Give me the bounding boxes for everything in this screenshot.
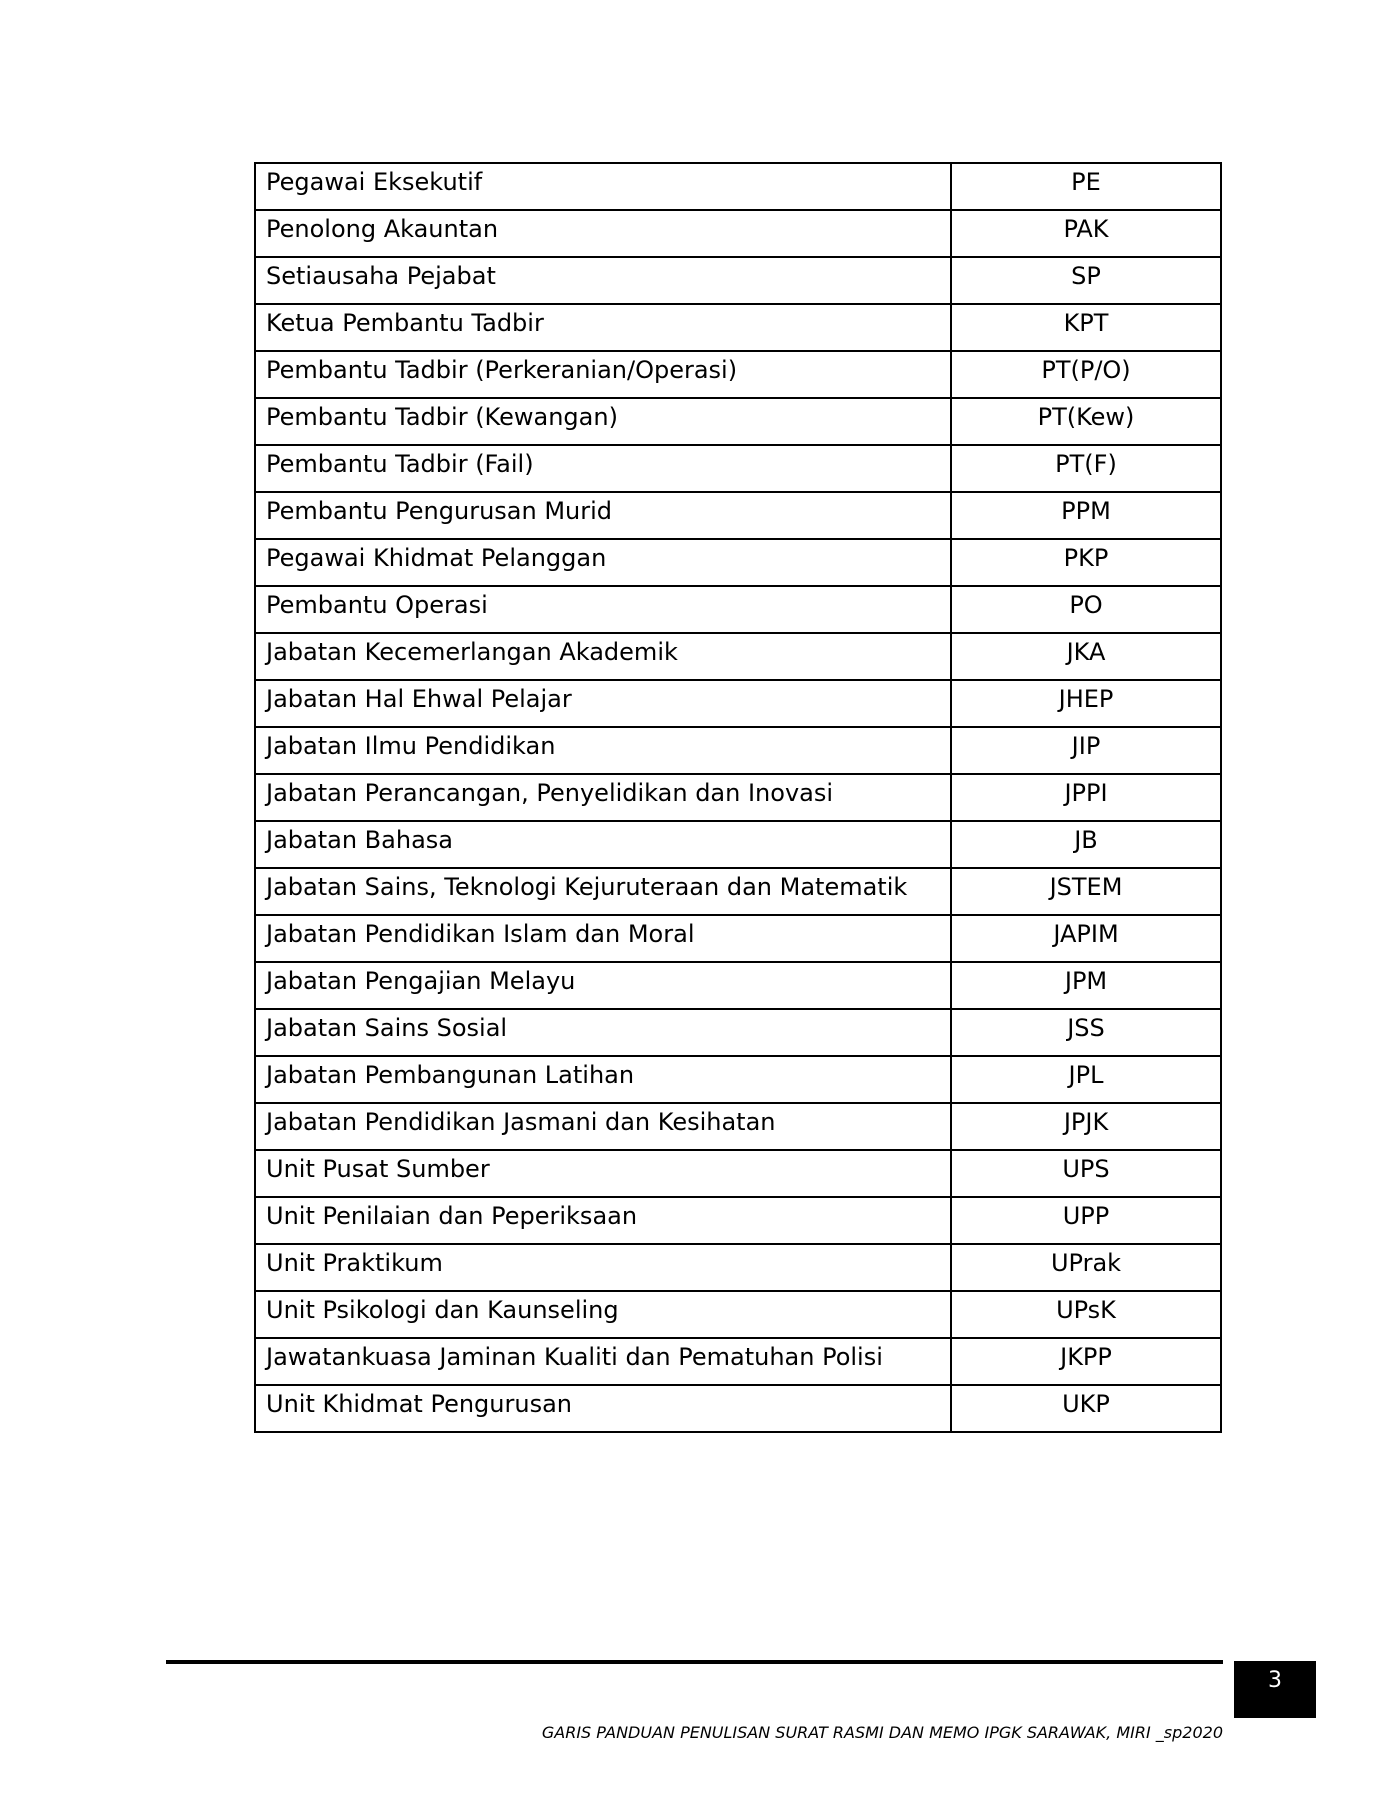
table-row [255,1197,1221,1244]
abbreviation-cell: JSS [951,1009,1221,1056]
abbreviation-cell: JPL [951,1056,1221,1103]
abbreviation-cell: PT(Kew) [951,398,1221,445]
abbreviation-cell: PT(F) [951,445,1221,492]
abbreviation-table-body [255,163,1221,1432]
table-row [255,1009,1221,1056]
table-row [255,821,1221,868]
table-row [255,257,1221,304]
footer-text: GARIS PANDUAN PENULISAN SURAT RASMI DAN MEMO IPGK SARAWAK, MIRI _sp2020 [541,1723,1223,1742]
abbreviation-cell: PPM [951,492,1221,539]
unit-name-cell: Jabatan Kecemerlangan Akademik [255,633,951,680]
footer-divider [166,1660,1223,1664]
abbreviation-cell: PO [951,586,1221,633]
table-row [255,1150,1221,1197]
abbreviation-table [254,162,1222,1433]
abbreviation-cell: PE [951,163,1221,210]
unit-name-cell: Pembantu Operasi [255,586,951,633]
unit-name-cell: Pegawai Eksekutif [255,163,951,210]
unit-name-cell: Ketua Pembantu Tadbir [255,304,951,351]
unit-name-cell: Penolong Akauntan [255,210,951,257]
table-row [255,1338,1221,1385]
unit-name-cell: Jabatan Sains, Teknologi Kejuruteraan dan Matematik [255,868,951,915]
table-row [255,163,1221,210]
abbreviation-cell: JIP [951,727,1221,774]
abbreviation-cell: JSTEM [951,868,1221,915]
table-row [255,727,1221,774]
abbreviation-cell: UPrak [951,1244,1221,1291]
table-row [255,539,1221,586]
abbreviation-cell: JHEP [951,680,1221,727]
abbreviation-cell: SP [951,257,1221,304]
table-row [255,445,1221,492]
table-row [255,304,1221,351]
unit-name-cell: Jabatan Hal Ehwal Pelajar [255,680,951,727]
table-row [255,398,1221,445]
abbreviation-cell: PKP [951,539,1221,586]
unit-name-cell: Jabatan Pengajian Melayu [255,962,951,1009]
unit-name-cell: Unit Penilaian dan Peperiksaan [255,1197,951,1244]
unit-name-cell: Pembantu Tadbir (Fail) [255,445,951,492]
unit-name-cell: Pembantu Tadbir (Perkeranian/Operasi) [255,351,951,398]
table-row [255,1244,1221,1291]
abbreviation-cell: UPP [951,1197,1221,1244]
unit-name-cell: Jabatan Pembangunan Latihan [255,1056,951,1103]
unit-name-cell: Unit Psikologi dan Kaunseling [255,1291,951,1338]
unit-name-cell: Unit Praktikum [255,1244,951,1291]
unit-name-cell: Jabatan Pendidikan Islam dan Moral [255,915,951,962]
table-row [255,680,1221,727]
abbreviation-cell: KPT [951,304,1221,351]
unit-name-cell: Pembantu Pengurusan Murid [255,492,951,539]
unit-name-cell: Jabatan Sains Sosial [255,1009,951,1056]
unit-name-cell: Pegawai Khidmat Pelanggan [255,539,951,586]
unit-name-cell: Jawatankuasa Jaminan Kualiti dan Pematuhan Polisi [255,1338,951,1385]
unit-name-cell: Jabatan Ilmu Pendidikan [255,727,951,774]
table-row [255,492,1221,539]
abbreviation-cell: JB [951,821,1221,868]
abbreviation-cell: JKPP [951,1338,1221,1385]
unit-name-cell: Setiausaha Pejabat [255,257,951,304]
abbreviation-cell: JPM [951,962,1221,1009]
abbreviation-cell: UPS [951,1150,1221,1197]
table-row [255,1103,1221,1150]
abbreviation-cell: UKP [951,1385,1221,1432]
table-row [255,351,1221,398]
abbreviation-cell: JKA [951,633,1221,680]
page-number: 3 [1234,1661,1316,1718]
unit-name-cell: Unit Khidmat Pengurusan [255,1385,951,1432]
abbreviation-cell: PT(P/O) [951,351,1221,398]
table-row [255,1056,1221,1103]
unit-name-cell: Jabatan Bahasa [255,821,951,868]
unit-name-cell: Pembantu Tadbir (Kewangan) [255,398,951,445]
table-row [255,1291,1221,1338]
abbreviation-cell: JPPI [951,774,1221,821]
table-row [255,586,1221,633]
table-row [255,915,1221,962]
abbreviation-cell: JPJK [951,1103,1221,1150]
abbreviation-cell: UPsK [951,1291,1221,1338]
table-row [255,868,1221,915]
unit-name-cell: Jabatan Perancangan, Penyelidikan dan Inovasi [255,774,951,821]
unit-name-cell: Unit Pusat Sumber [255,1150,951,1197]
table-row [255,633,1221,680]
table-row [255,210,1221,257]
abbreviation-cell: JAPIM [951,915,1221,962]
unit-name-cell: Jabatan Pendidikan Jasmani dan Kesihatan [255,1103,951,1150]
table-row [255,962,1221,1009]
table-row [255,774,1221,821]
table-row [255,1385,1221,1432]
abbreviation-cell: PAK [951,210,1221,257]
